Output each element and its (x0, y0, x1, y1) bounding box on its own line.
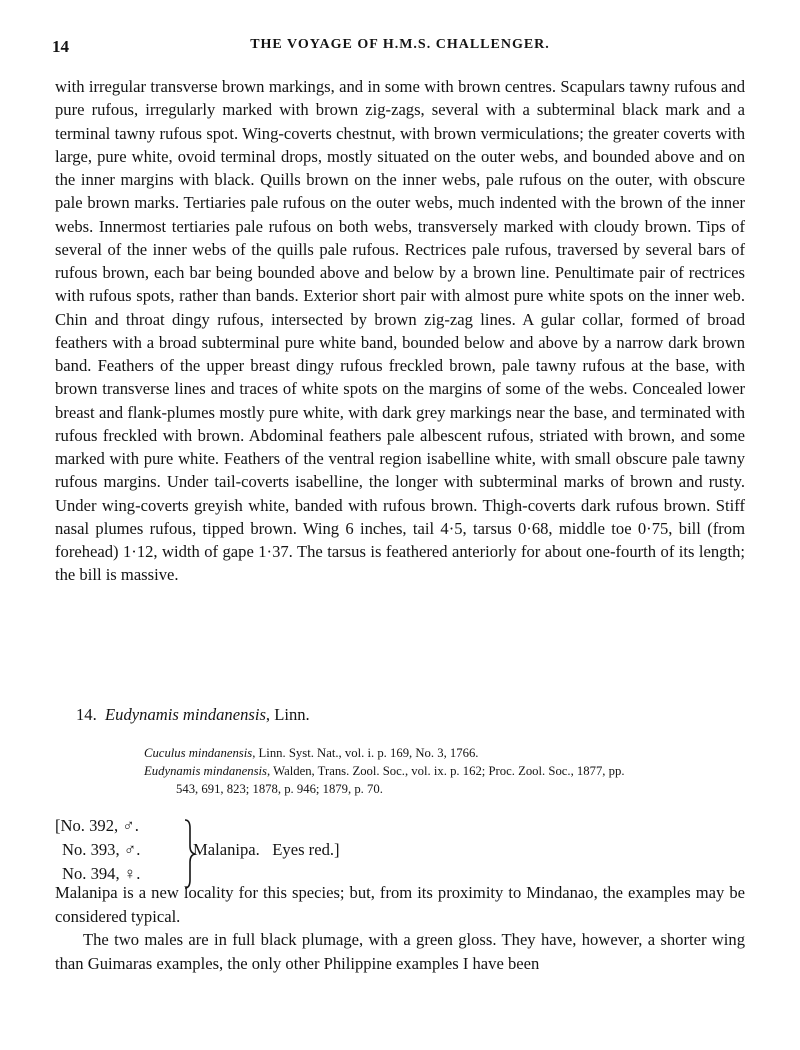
specimen-row: No. 393, ♂. (62, 840, 141, 859)
plumage-paragraph: The two males are in full black plumage, with a green gloss. They have, however, a shorter wing than Guimaras examples, the only other Philippine examples I have been (55, 930, 745, 973)
specimen-eye-note: Eyes red.] (272, 840, 340, 859)
species-description-paragraph: with irregular transverse brown markings, and in some with brown centres. Scapulars tawny rufous and pure rufous, irregularly marked with brown zig-zags, several with a subterminal black mark and a terminal tawny rufous spot. Wing-coverts chestnut, with brown vermiculations; the greater coverts with large, pure white, ovoid terminal drops, mostly situated on the outer webs, and bounded above and on the inner margins with black. Quills brown on the inner webs, pale rufous on the outer, with obscure pale brown marks. Tertiaries pale rufous on the outer webs, much indented with the brown of the inner webs. Innermost tertiaries pale rufous on both webs, transversely marked with cloudy brown. Tips of several of the inner webs of the quills pale rufous. Rectrices pale rufous, traversed by several bars of rufous brown, each bar being bounded above and below by a brown line. Penultimate pair of rectrices with rufous spots, rather than bands. Exterior short pair with almost pure white spots on the inner web. Chin and throat dingy rufous, intersected by brown zig-zag lines. A gular collar, formed of broad feathers with a broad subterminal pure white band, bounded below and above by a narrow dark brown band. Feathers of the upper breast dingy rufous freckled brown, pale tawny rufous at the base, with brown transverse lines and traces of white spots on the margins of some of the webs. Concealed lower breast and flank-plumes mostly pure white, with dark grey markings near the base, and terminated with rufous freckled with brown. Abdominal feathers pale albescent rufous, striated with brown, and some marked with pure white. Feathers of the ventral region isabelline white, with small obscure pale tawny rufous margins. Under tail-coverts isabelline, the longer with subterminal marks of brown and rusty. Under wing-coverts greyish white, banded with rufous brown. Thigh-coverts dark rufous brown. Stiff nasal plumes rufous, tipped brown. Wing 6 inches, tail 4·5, tarsus 0·68, middle toe 0·75, bill (from forehead) 1·12, width of gape 1·37. The tarsus is feathered anteriorly for about one-fourth of its length; the bill is massive. (55, 77, 745, 585)
reference-2-name: Eudynamis mindanensis (144, 764, 267, 778)
reference-2-continuation: 543, 691, 823; 1878, p. 946; 1879, p. 70. (176, 782, 383, 796)
specimen-locality-note (193, 839, 340, 861)
running-header (52, 37, 748, 57)
species-name: Eudynamis mindanensis (105, 705, 266, 724)
reference-1 (144, 744, 754, 762)
specimen-row: No. 394, ♀. (62, 864, 141, 883)
specimen-row: [No. 392, ♂. (55, 816, 139, 835)
specimen-locality: Malanipa. (193, 840, 260, 859)
reference-1-name: Cuculus mindanensis (144, 746, 253, 760)
page-number: 14 (52, 37, 69, 56)
species-heading (76, 705, 310, 725)
reference-2-citation: , Walden, Trans. Zool. Soc., vol. ix. p. 162; Proc. Zool. Soc., 1877, pp. (267, 764, 625, 778)
reference-2 (144, 762, 754, 780)
species-authority: , Linn. (265, 705, 310, 724)
species-number: 14. (76, 705, 97, 724)
synonymy-references (144, 744, 754, 798)
reference-1-citation: , Linn. Syst. Nat., vol. i. p. 169, No. 3, 1766. (252, 746, 479, 760)
running-title: THE VOYAGE OF H.M.S. CHALLENGER. (250, 37, 550, 52)
locality-paragraph: Malanipa is a new locality for this species; but, from its proximity to Mindanao, the examples may be considered typical. (55, 883, 745, 926)
